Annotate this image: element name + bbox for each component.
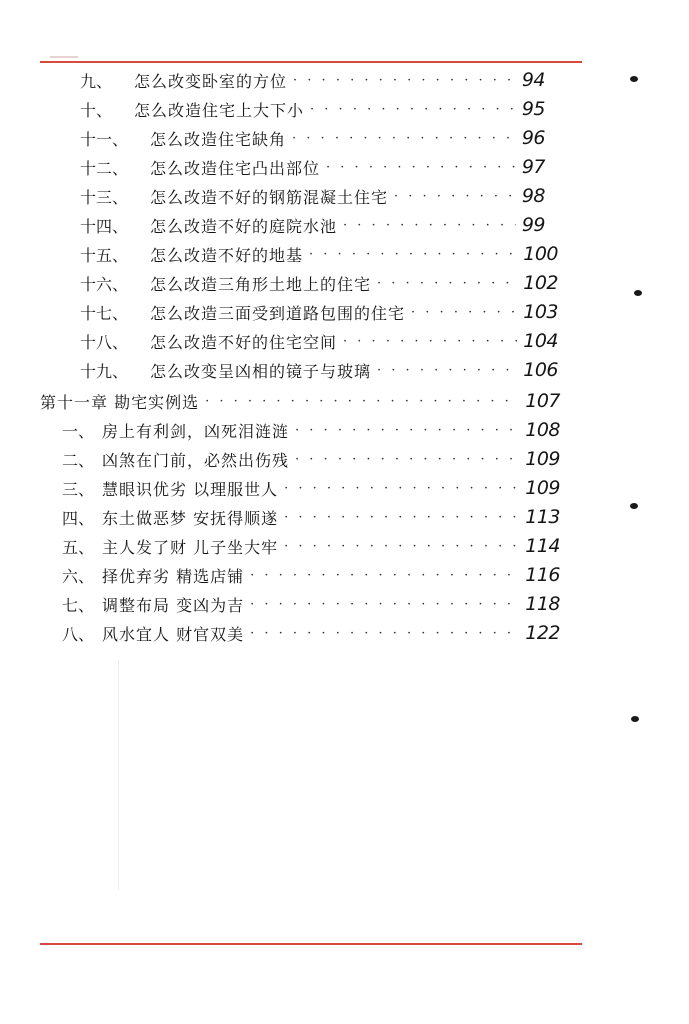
toc-item-page: 109 [525, 448, 560, 470]
toc-item [80, 269, 558, 297]
toc-leader-dots [292, 131, 516, 146]
toc-item-number: 四、 [62, 508, 95, 528]
toc-item-page: 103 [523, 301, 558, 323]
toc-item-title: 怎么改造不好的地基 [150, 245, 304, 265]
toc-item-title: 房上有利剑，凶死泪涟涟 [102, 421, 290, 441]
toc-item [62, 619, 560, 647]
toc-leader-dots [284, 481, 519, 496]
toc-leader-dots [293, 73, 516, 88]
toc-item [62, 590, 560, 618]
toc-item [80, 298, 558, 326]
toc-item-number: 五、 [62, 537, 95, 557]
toc-item-page: 97 [521, 156, 545, 178]
toc-item [80, 153, 545, 181]
toc-item-page: 99 [521, 214, 545, 236]
toc-item [80, 211, 545, 239]
toc-leader-dots [295, 423, 519, 438]
toc-leader-dots [205, 394, 519, 409]
toc-item-number: 十九、 [80, 361, 129, 381]
toc-item-page: 104 [523, 330, 558, 352]
bottom-red-rule [40, 943, 582, 945]
faint-scan-line [118, 660, 119, 890]
toc-leader-dots [343, 334, 517, 349]
toc-item-number: 二、 [62, 450, 95, 470]
toc-item-number: 七、 [62, 595, 95, 615]
toc-item-number: 八、 [62, 624, 95, 644]
toc-item-number: 六、 [62, 566, 95, 586]
toc-item-page: 96 [521, 127, 545, 149]
toc-chapter-heading [40, 387, 560, 415]
toc-item-number: 十七、 [80, 303, 129, 323]
toc-item [62, 532, 560, 560]
toc-item-page: 113 [525, 506, 560, 528]
toc-item-number: 十四、 [80, 216, 129, 236]
toc-item [80, 356, 558, 384]
toc-leader-dots [250, 626, 519, 641]
toc-item-title: 风水宜人 财官双美 [102, 624, 245, 644]
toc-item-title: 主人发了财 儿子坐大牢 [102, 537, 279, 557]
toc-leader-dots [394, 189, 516, 204]
toc-item-number: 十八、 [80, 332, 129, 352]
binding-hole-mark [630, 76, 638, 82]
toc-item-title: 怎么改造不好的钢筋混凝土住宅 [150, 187, 389, 207]
toc-item-title: 怎么改造不好的庭院水池 [150, 216, 338, 236]
toc-item-title: 怎么改造住宅凸出部位 [150, 158, 321, 178]
toc-item-title: 东土做恶梦 安抚得顺遂 [102, 508, 279, 528]
toc-item-number: 十六、 [80, 274, 129, 294]
toc-item-number: 十三、 [80, 187, 129, 207]
toc-item-number: 十、 [80, 100, 113, 120]
toc-item-title: 慧眼识优劣 以理服世人 [102, 479, 279, 499]
toc-item [80, 327, 558, 355]
toc-leader-dots [411, 305, 517, 320]
toc-item-number: 九、 [80, 71, 113, 91]
toc-item-number: 三、 [62, 479, 95, 499]
toc-item-title: 怎么改造不好的住宅空间 [150, 332, 338, 352]
toc-item [62, 416, 560, 444]
toc-item [80, 240, 558, 268]
toc-item-page: 122 [525, 622, 560, 644]
toc-item-page: 107 [525, 390, 560, 412]
toc-leader-dots [309, 247, 517, 262]
toc-item-number: 十一、 [80, 129, 129, 149]
toc-item-page: 100 [523, 243, 558, 265]
toc-leader-dots [377, 363, 517, 378]
toc-leader-dots [250, 597, 519, 612]
toc-item-page: 118 [525, 593, 560, 615]
toc-leader-dots [377, 276, 517, 291]
toc-leader-dots [284, 510, 519, 525]
toc-item-page: 98 [521, 185, 545, 207]
toc-item-title: 怎么改造住宅上大下小 [134, 100, 305, 120]
toc-leader-dots [295, 452, 519, 467]
toc-item [80, 95, 545, 123]
binding-hole-mark [630, 503, 638, 509]
toc-item-title: 择优弃劣 精选店铺 [102, 566, 245, 586]
chapter-title: 第十一章 勘宅实例选 [40, 392, 200, 412]
toc-item-number: 一、 [62, 421, 95, 441]
toc-item-title: 怎么改造三面受到道路包围的住宅 [150, 303, 406, 323]
toc-item-title: 怎么改造住宅缺角 [150, 129, 287, 149]
toc-item-page: 94 [521, 69, 545, 91]
toc-item-number: 十五、 [80, 245, 129, 265]
toc-item-page: 108 [525, 419, 560, 441]
toc-item [62, 561, 560, 589]
toc-leader-dots [250, 568, 519, 583]
toc-item-title: 凶煞在门前，必然出伤残 [102, 450, 290, 470]
toc-item-title: 怎么改变卧室的方位 [134, 71, 288, 91]
toc-leader-dots [284, 539, 519, 554]
toc-item-number: 十二、 [80, 158, 129, 178]
toc-item [62, 503, 560, 531]
toc-leader-dots [326, 160, 516, 175]
toc-item-title: 怎么改造三角形土地上的住宅 [150, 274, 372, 294]
toc-item [80, 124, 545, 152]
toc-leader-dots [310, 102, 516, 117]
toc-item-page: 106 [523, 359, 558, 381]
toc-item-page: 109 [525, 477, 560, 499]
toc-item-title: 调整布局 变凶为吉 [102, 595, 245, 615]
toc-item-page: 116 [525, 564, 560, 586]
toc-item-page: 95 [521, 98, 545, 120]
toc-item-page: 102 [523, 272, 558, 294]
binding-hole-mark [631, 716, 639, 722]
toc-leader-dots [343, 218, 516, 233]
toc-item-title: 怎么改变呈凶相的镜子与玻璃 [150, 361, 372, 381]
toc-item [80, 182, 545, 210]
toc-item-page: 114 [525, 535, 560, 557]
binding-hole-mark [634, 290, 642, 296]
toc-item [62, 445, 560, 473]
toc-item [80, 66, 545, 94]
toc-item [62, 474, 560, 502]
